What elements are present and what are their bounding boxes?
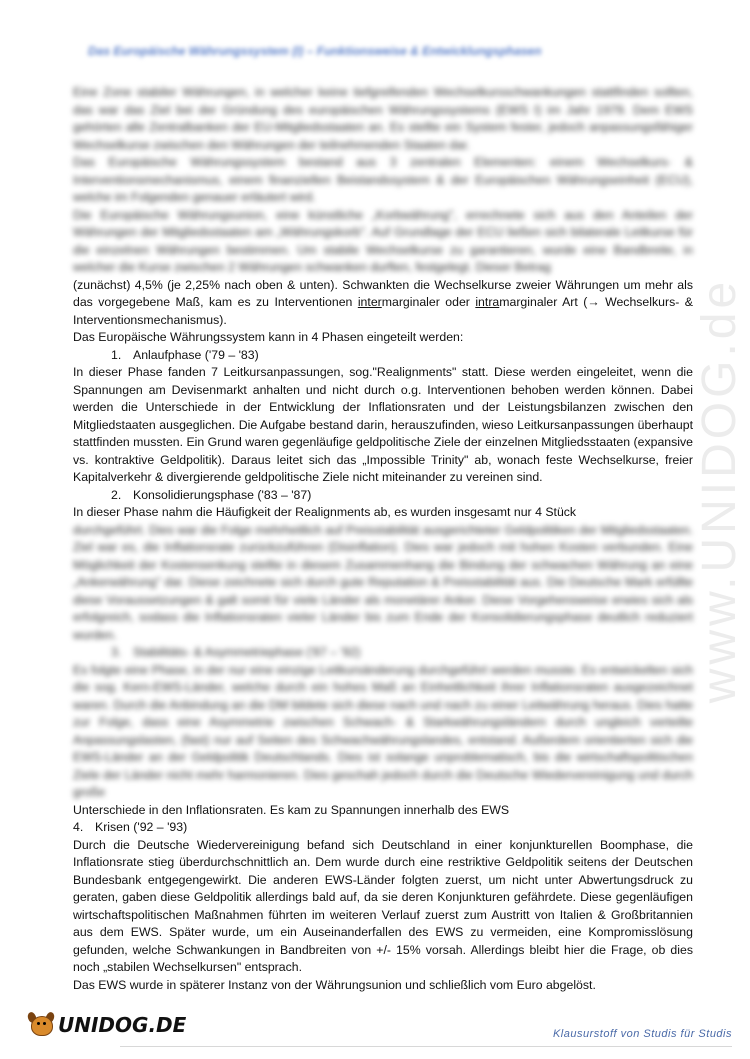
phase-1-heading	[73, 347, 693, 365]
footer-logo[interactable]	[28, 1012, 186, 1038]
phase-2-blurred-text: durchgeführt. Dies war die Folge mehrheitlich auf Preisstabilität ausgerichteter Geldpolitiken der Mitgliedsstaaten. Ziel war es, die Inflationsrate zurückzuführen (Disinflation). Dies war jedoch mit hohen Kosten verbunden. Eine Möglichkeit der Kostensenkung stellte in diesem Zusammenhang die Bindung der schwachen Währung an eine „Ankerwährung" dar. Diese zeichnete sich durch gute Reputation & Preisstabilität aus. Die Deutsche Mark erfüllte diese Voraussetzungen & galt somit für viele Länder als monetärer Anker. Diese Vorgehensweise erwies sich als erfolgreich, sodass die Inflationsraten vieler Länder bis zum Ende der Konsolidierungsphase deutlich reduziert wurden.	[73, 522, 693, 642]
blurred-paragraph-1: Eine Zone stabiler Währungen, in welcher keine tiefgreifenden Wechselkursschwankungen stattfinden sollten, das war das Ziel bei der Gründung des europäischen Währungssystems (EWS I) im Jahr 1979. Dem EWS gehörten alle Zentralbanken der EU-Mitgliedsstaaten an. Es stellte ein System fester, jedoch anpassungsfähiger Wechselkurse zwischen den Währungen der teilnehmenden Staaten dar.	[73, 85, 693, 152]
watermark	[690, 250, 750, 730]
phase-1-title: Anlaufphase ('79 – '83)	[133, 347, 259, 362]
phase-3-text-end: Unterschiede in den Inflationsraten. Es kam zu Spannungen innerhalb des EWS	[73, 802, 510, 817]
phase-4-text: Durch die Deutsche Wiedervereinigung befand sich Deutschland in einer konjunkturellen Boomphase, die Inflationsrate stieg überdurchschnittlich an. Dem wurde durch eine restriktive Geldpolitik seitens der Deutschen Bundesbank entgegengewirkt. Die anderen EWS-Länder folgten zuerst, um nicht unter Abwertungsdruck zu geraten, gaben diese Geldpolitik allerdings bald auf, da sie deren Konjunkturen gefährdete. Diese gegenläufigen wirtschaftspolitischen Maßnahmen führten im weiteren Verlauf zuerst zum Austritt von Italien & Großbritannien aus dem EWS. Später wurde, um ein Auseinanderfallen des EWS zu vermeiden, eine Kompromisslösung gefunden, welche Schwankungen in Bandbreiten von +/- 15% vorsah. Allerdings bleibt hier die Frage, ob dies noch „stabilen Wechselkursen" entsprach.	[73, 837, 693, 974]
inter-underlined: inter	[357, 295, 382, 309]
phase-3-heading	[73, 644, 693, 662]
intro-text-1: (zunächst) 4,5% (je 2,25% nach oben & unten). Schwankten die Wechselkurse zweier Währungen um mehr als das vorgegebene Maß, kam es zu Interventionen	[73, 277, 693, 309]
closing-sentence: Das EWS wurde in späterer Instanz von der Währungsunion und schließlich vom Euro abgelöst.	[73, 977, 596, 992]
phase-3-blurred-text: Es folgte eine Phase, in der nur eine einzige Leitkursänderung durchgeführt werden musste. Es entwickelten sich die sog. Kern-EWS-Länder, welche durch ein hohes Maß an Einheitlichkeit ihrer Inflationsraten ausgezeichnet waren. Durch die Anbindung an die DM bildete sich diese nach und nach zu einer Leitwährung heraus. Dies hatte zur Folge, dass eine Asymmetrie zwischen Schwach- & Starkwährungsländern durch ungleich verteilte Anpassungslasten, (fast) nur auf Seiten des Schwachwährungslandes, entstand. Außerdem orientierten sich die EWS-Länder an der Geldpolitik Deutschlands. Dies ist solange unproblematisch, bis die wirtschaftspolitischen Ziele der Länder nicht mehr harmonieren. Dies geschah jedoch durch die Deutsche Wiedervereinigung und durch große	[73, 662, 693, 799]
phase-3-number: 3.	[111, 645, 122, 659]
phase-2-text: In dieser Phase nahm die Häufigkeit der Realignments ab, es wurden insgesamt nur 4 Stück	[73, 505, 577, 519]
phase-1-number: 1.	[111, 347, 122, 362]
phase-4-title: Krisen ('92 – '93)	[95, 820, 188, 834]
phase-4-number: 4.	[73, 820, 84, 834]
watermark-text: www.UNIDOG.de	[693, 277, 747, 703]
footer-divider	[120, 1046, 732, 1047]
phase-4-heading	[73, 819, 693, 837]
phase-1-text: In dieser Phase fanden 7 Leitkursanpassungen, sog."Realignments" statt. Diese werden eingeleitet, wenn die Spannungen am Devisenmarkt anhalten und nicht durch o.g. Interventionen behoben werden können. Dabei werden die Unterschiede in der Entwicklung der Inflationsraten und der Leistungsbilanzen zwischen den Mitgliedstaaten ausgeglichen. Die Aufgabe bestand darin, herauszufinden, wieso Leitkursanpassungen überhaupt stattfinden mussten. Ein Grund waren gegenläufige geldpolitische Ziele der einzelnen Mitgliedsstaaten (expansive vs. kontraktive Geldpolitik). Daraus leitet sich das „Impossible Trinity" ab, wonach feste Wechselkurse, freier Kapitalverkehr & divergierende geldpolitische Ziele nicht miteinander zu vereinen sind.	[73, 365, 693, 484]
footer-tagline: Klausurstoff von Studis für Studis	[552, 1028, 732, 1040]
intro-text-2: marginaler oder	[381, 295, 476, 309]
intro-paragraph	[73, 277, 693, 330]
blurred-paragraph-2: Das Europäische Währungssystem bestand aus 3 zentralen Elementen: einem Wechselkurs- & Interventionsmechanismus, einem finanziellen Beistandssystem & der Europäischen Währungseinheit (ECU), welche im Folgenden genauer erläutert wird.	[73, 155, 693, 204]
intra-underlined: intra	[475, 295, 500, 309]
phase-2-number: 2.	[111, 487, 122, 502]
phase-2-title: Konsolidierungsphase ('83 – '87)	[133, 487, 312, 502]
logo-text: UNIDOG.DE	[58, 1013, 187, 1037]
dog-mascot-icon	[28, 1012, 54, 1038]
phases-intro: Das Europäische Währungssystem kann in 4 Phasen eingeteilt werden:	[73, 330, 464, 344]
phase-3-title: Stabilitäts- & Asymmetriephase ('87 – '92)	[133, 645, 361, 659]
intro-text-3: marginaler Art (→ Wechselkurs- & Interventionsmechanismus).	[73, 295, 693, 327]
document-body	[73, 84, 693, 994]
page-title: Das Europäische Währungssystem (I) – Funktionsweise & Entwicklungsphasen	[88, 44, 542, 58]
blurred-paragraph-3: Die Europäische Währungsunion, eine künstliche „Korbwährung", errechnete sich aus den Anteilen der Währungen der Mitgliedsstaaten am „Währungskorb". Auf Grundlage der ECU ließen sich bilaterale Leitkurse für die einzelnen Währungen bestimmen. Um stabile Wechselkurse zu garantieren, wurde eine Bandbreite, in welcher die Kurse zwischen 2 Währungen schwanken durften, festgelegt. Dieser Betrag	[73, 207, 693, 274]
phase-2-heading	[73, 487, 693, 505]
